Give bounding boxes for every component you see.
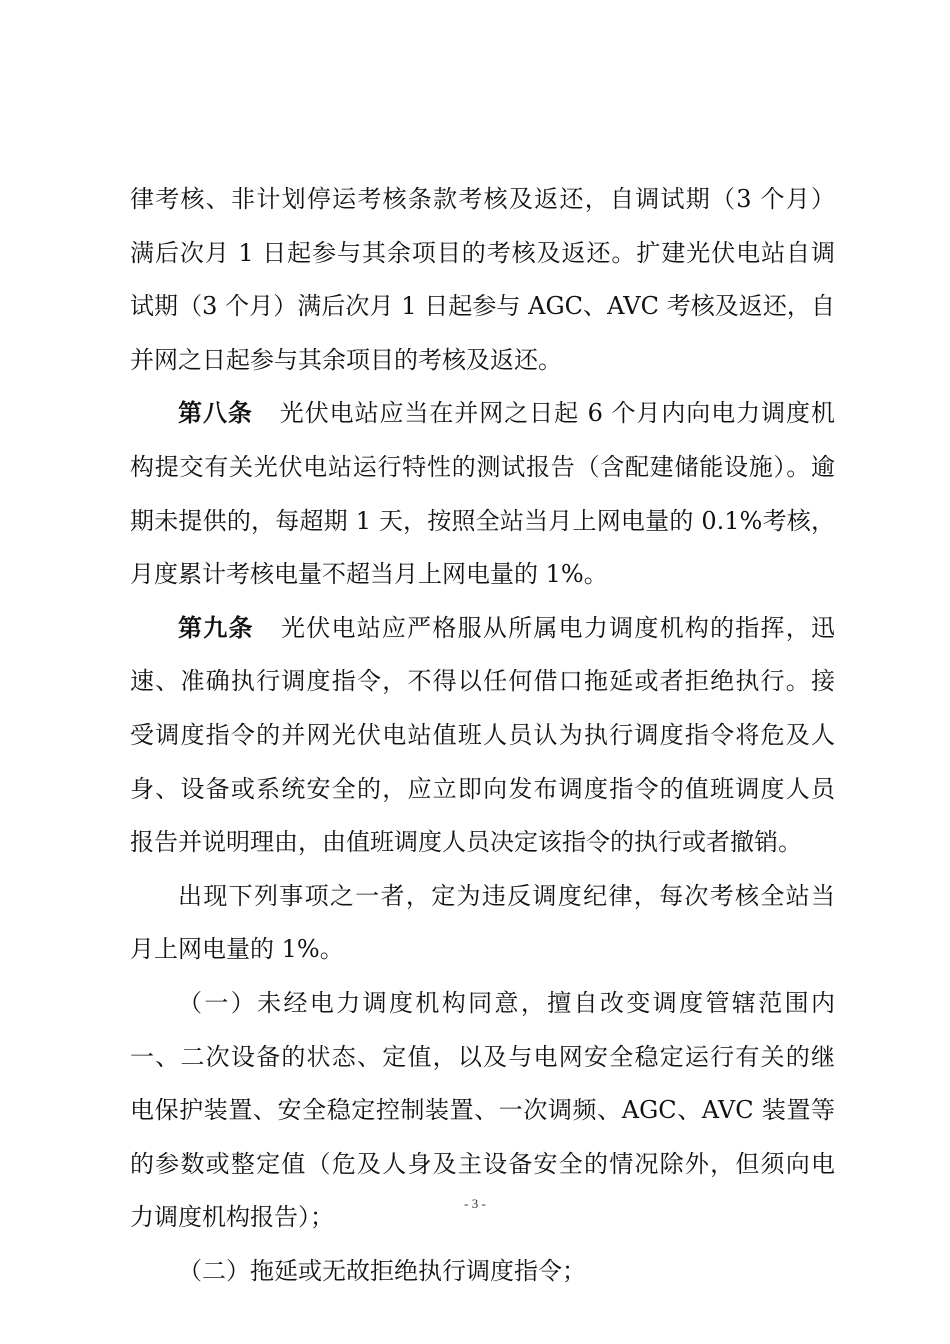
text-line: 期未提供的，每超期 1 天，按照全站当月上网电量的 0.1%考核， [130,506,835,535]
text-line: 身、设备或系统安全的，应立即向发布调度指令的值班调度人员 [130,774,835,803]
text-line: 一、二次设备的状态、定值，以及与电网安全稳定运行有关的继 [130,1042,835,1071]
text-line: 受调度指令的并网光伏电站值班人员认为执行调度指令将危及人 [130,721,835,749]
text-line: 速、准确执行调度指令，不得以任何借口拖延或者拒绝执行。接 [130,667,835,696]
text-line: 的参数或整定值（危及人身及主设备安全的情况除外，但须向电 [130,1149,835,1178]
text-line: 光伏电站应当在并网之日起 6 个月内向电力调度机 [278,399,835,428]
text-line: 试期（3 个月）满后次月 1 日起参与 AGC、AVC 考核及返还，自 [130,292,835,321]
text-line: 构提交有关光伏电站运行特性的测试报告（含配建储能设施）。逾 [130,453,835,481]
text-line: 满后次月 1 日起参与其余项目的考核及返还。扩建光伏电站自调 [130,238,835,267]
text-line: 报告并说明理由，由值班调度人员决定该指令的执行或者撤销。 [130,828,802,857]
text-line: 并网之日起参与其余项目的考核及返还。 [130,345,562,374]
text-line: 出现下列事项之一者，定为违反调度纪律，每次考核全站当 [178,881,835,910]
text-line: 力调度机构报告）； [130,1203,334,1232]
text-line: 月度累计考核电量不超当月上网电量的 1%。 [130,560,608,589]
article-8-heading: 第八条 [178,399,253,428]
text-line: （一）未经电力调度机构同意，擅自改变调度管辖范围内 [178,989,835,1017]
text-line: 月上网电量的 1%。 [130,935,344,964]
text-line: 光伏电站应严格服从所属电力调度机构的指挥，迅 [279,613,836,642]
article-9-first-line [178,613,835,643]
text-line: 律考核、非计划停运考核条款考核及返还，自调试期（3 个月） [130,185,835,213]
page-number: - 3 - [464,1196,486,1211]
article-9-heading: 第九条 [178,613,254,642]
text-line: 电保护装置、安全稳定控制装置、一次调频、AGC、AVC 装置等 [130,1096,835,1125]
text-line: （二）拖延或无故拒绝执行调度指令； [178,1257,586,1285]
article-8-first-line [178,398,835,428]
